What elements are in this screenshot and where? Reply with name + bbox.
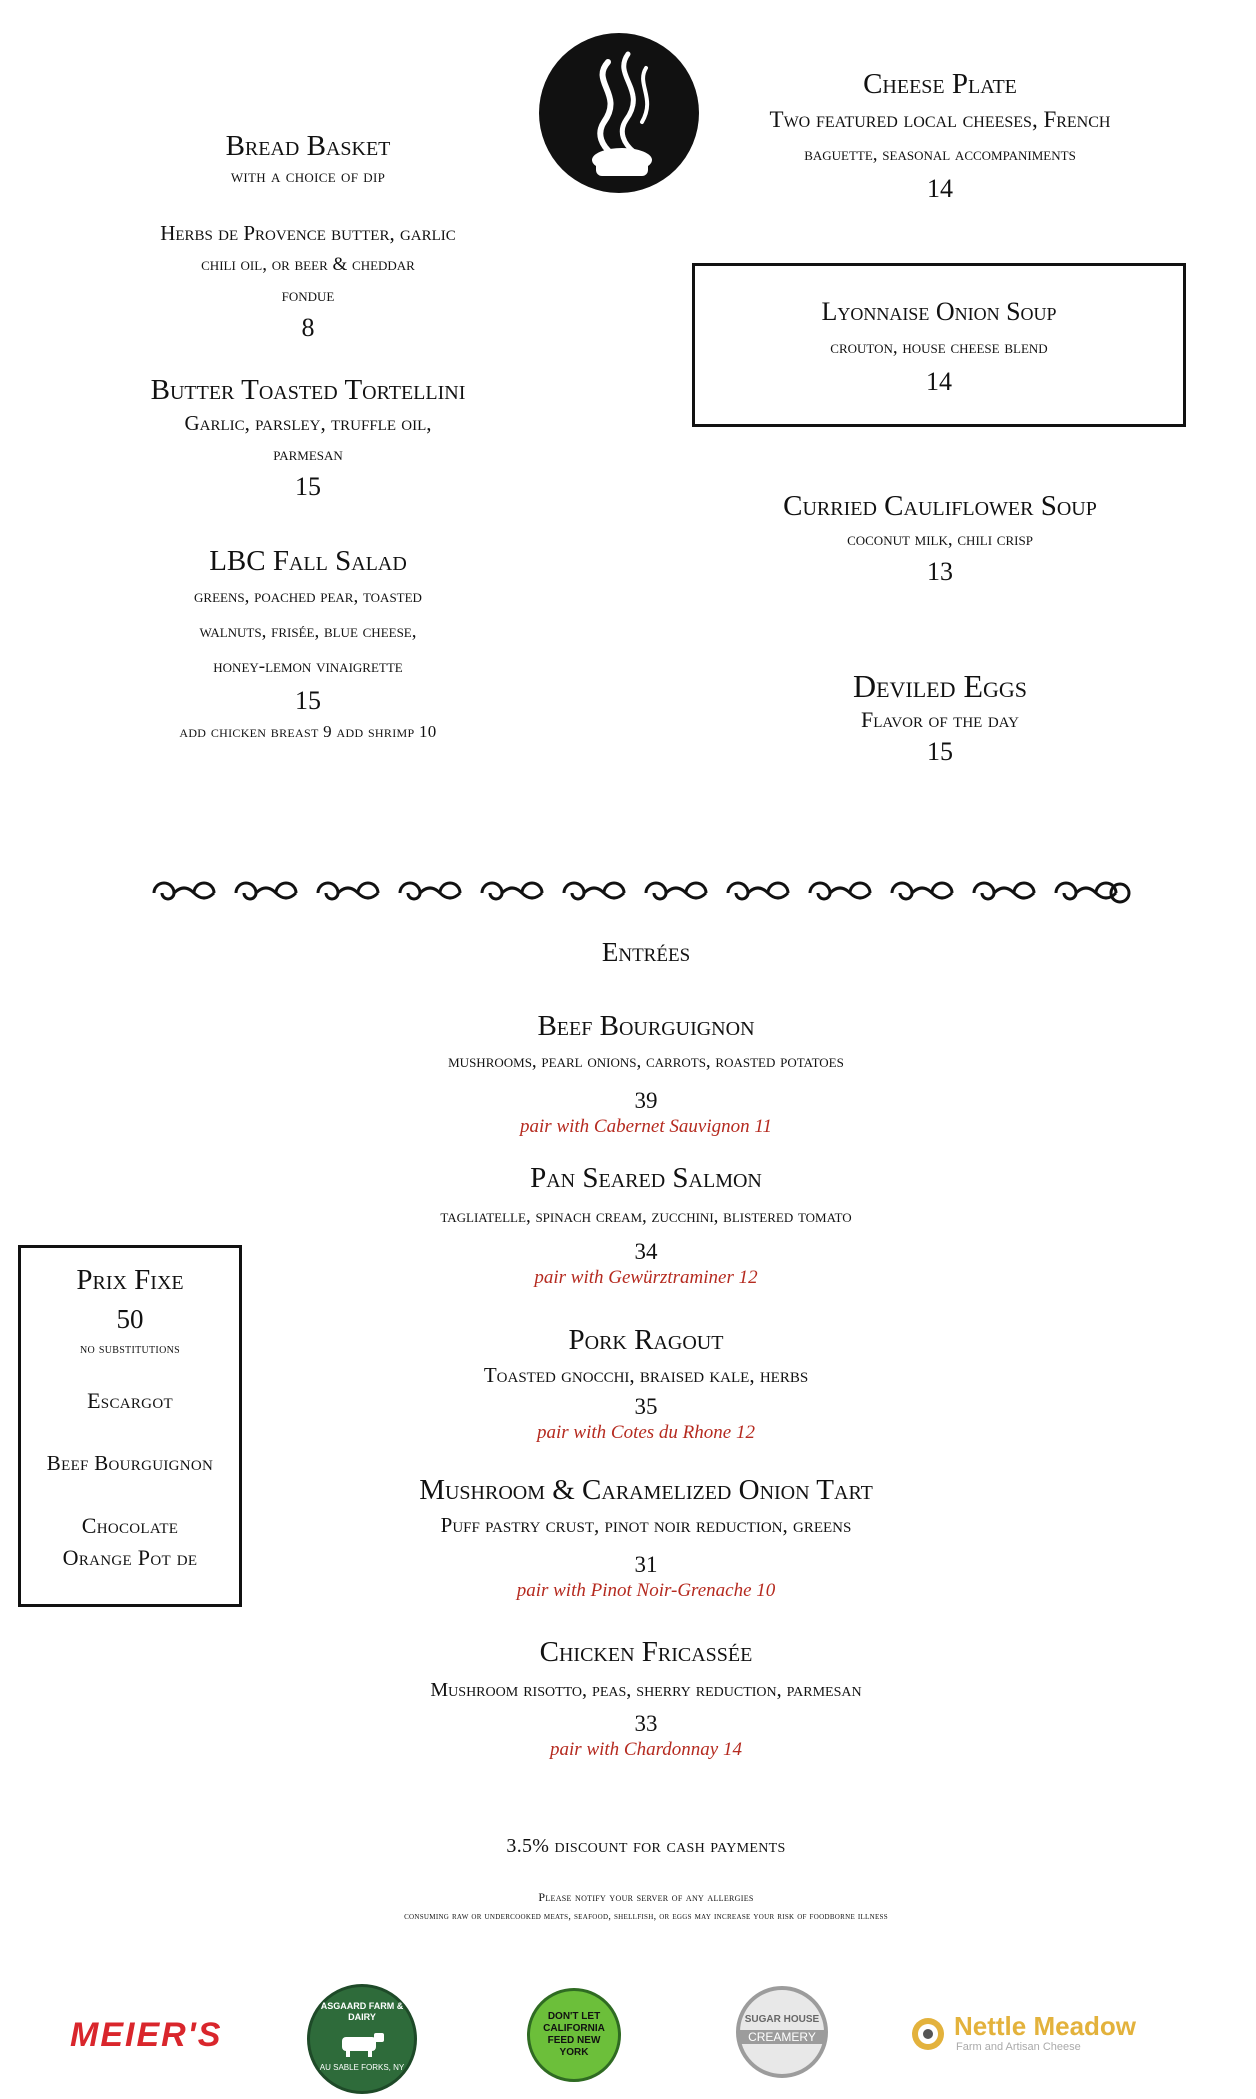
- sugar-house-logo: [736, 1986, 828, 2078]
- entree-desc: tagliatelle, spinach cream, zucchini, blistered tomato: [440, 1206, 852, 1227]
- entree-desc: mushrooms, pearl onions, carrots, roasted potatoes: [448, 1051, 844, 1072]
- dont-let-text: DON'T LET CALIFORNIA FEED NEW YORK: [543, 2011, 605, 2058]
- entree-item: [346, 1008, 946, 1160]
- onion-soup-desc: crouton, house cheese blend: [830, 337, 1048, 358]
- prix-fixe-price: 50: [116, 1304, 144, 1334]
- scroll-ornament-segment: [400, 883, 460, 899]
- entree-pairing: pair with Pinot Noir-Grenache 10: [516, 1580, 776, 1601]
- cauliflower-soup-desc: coconut milk, chili crisp: [847, 529, 1033, 550]
- scroll-ornament-segment: [810, 883, 870, 899]
- sugar-house-sub: CREAMERY: [740, 2030, 824, 2044]
- nettle-meadow-logo: [910, 2010, 1160, 2060]
- cash-discount: 3.5% discount for cash payments: [506, 1835, 786, 1857]
- entree-title: Pan Seared Salmon: [530, 1162, 762, 1194]
- entree-price: 34: [634, 1239, 658, 1264]
- entree-item: [346, 1472, 946, 1634]
- entree-pairing: pair with Cotes du Rhone 12: [537, 1422, 755, 1443]
- salad-desc-1: greens, poached pear, toasted: [194, 586, 422, 607]
- cheese-plate-desc-1: Two featured local cheeses, French: [769, 107, 1111, 132]
- asgaard-name: ASGAARD FARM & DAIRY: [320, 2001, 404, 2022]
- entree-title: Pork Ragout: [568, 1324, 724, 1356]
- salad-section: [108, 543, 508, 746]
- salad-title: LBC Fall Salad: [209, 545, 407, 577]
- deviled-eggs-price: 15: [927, 737, 953, 766]
- cauliflower-soup-price: 13: [927, 557, 953, 586]
- scroll-ornament-segment: [728, 883, 788, 899]
- entree-title: Beef Bourguignon: [537, 1010, 755, 1042]
- deviled-eggs-section: [700, 668, 1180, 769]
- entrees-list: [346, 1008, 946, 1784]
- entree-desc: Mushroom risotto, peas, sherry reduction, parmesan: [430, 1679, 862, 1701]
- entree-pairing: pair with Chardonnay 14: [550, 1739, 742, 1760]
- dont-let-california-logo: [527, 1988, 621, 2082]
- prix-fixe-note: no substitutions: [80, 1342, 180, 1357]
- onion-soup-price: 14: [926, 367, 952, 396]
- entree-item: [346, 1634, 946, 1784]
- allergy-notice: Please notify your server of any allergies: [538, 1890, 754, 1904]
- meiers-logo: [70, 2010, 260, 2060]
- cheese-plate-price: 14: [927, 174, 953, 203]
- entree-title: Chicken Fricassée: [539, 1636, 753, 1668]
- asgaard-location: AU SABLE FORKS, NY: [319, 2063, 405, 2072]
- entree-item: [346, 1322, 946, 1472]
- scroll-ornament-segment: [1056, 883, 1116, 899]
- scroll-ornament-end: [1111, 884, 1129, 902]
- entree-title: Mushroom & Caramelized Onion Tart: [419, 1474, 873, 1506]
- asgaard-logo: [307, 1984, 417, 2094]
- bread-basket-price: 8: [301, 313, 315, 342]
- tortellini-title: Butter Toasted Tortellini: [150, 374, 466, 406]
- deviled-eggs-desc: Flavor of the day: [861, 707, 1019, 732]
- bread-basket-desc-3: fondue: [281, 285, 335, 306]
- scroll-ornament-segment: [154, 883, 214, 899]
- entree-item: [346, 1160, 946, 1322]
- restaurant-logo: [538, 32, 700, 194]
- entrees-heading: Entrées: [601, 937, 691, 967]
- bread-basket-desc-2: chili oil, or beer & cheddar: [201, 254, 415, 275]
- cheese-plate-title: Cheese Plate: [863, 68, 1017, 100]
- entree-desc: Puff pastry crust, pinot noir reduction, greens: [440, 1513, 852, 1537]
- tortellini-desc-1: Garlic, parsley, truffle oil,: [184, 411, 432, 435]
- cauliflower-soup-section: [700, 488, 1180, 589]
- onion-soup-title: Lyonnaise Onion Soup: [821, 297, 1057, 326]
- scroll-ornament-segment: [482, 883, 542, 899]
- entree-price: 31: [634, 1552, 658, 1577]
- salad-desc-3: honey-lemon vinaigrette: [213, 656, 403, 677]
- ornamental-divider: [142, 878, 1132, 908]
- onion-soup-box: [692, 263, 1186, 427]
- goat-icon: [910, 2016, 946, 2052]
- scroll-ornament-segment: [646, 883, 706, 899]
- tortellini-desc-2: parmesan: [273, 444, 343, 465]
- salad-desc-2: walnuts, frisée, blue cheese,: [199, 621, 417, 642]
- entree-pairing: pair with Gewürztraminer 12: [534, 1267, 758, 1288]
- prix-fixe-item: Escargot: [87, 1388, 173, 1413]
- deviled-eggs-title: Deviled Eggs: [852, 668, 1028, 704]
- scroll-ornament-segment: [564, 883, 624, 899]
- meiers-wordmark: MEIER'S: [70, 2016, 223, 2054]
- entree-price: 39: [634, 1088, 658, 1113]
- entree-pairing: pair with Cabernet Sauvignon 11: [520, 1116, 772, 1137]
- prix-fixe-item: Beef Bourguignon: [46, 1451, 214, 1475]
- nettle-meadow-name: Nettle Meadow: [954, 2011, 1137, 2041]
- bread-basket-title: Bread Basket: [225, 130, 391, 162]
- bread-basket-section: [108, 128, 508, 345]
- cheese-plate-section: [700, 66, 1180, 206]
- salad-price: 15: [295, 686, 321, 715]
- steaming-pot-icon: [538, 32, 700, 194]
- foodborne-warning: consuming raw or undercooked meats, seafood, shellfish, or eggs may increase your risk of foodborne illness: [404, 1911, 888, 1922]
- cauliflower-soup-title: Curried Cauliflower Soup: [783, 490, 1097, 522]
- sugar-house-name: SUGAR HOUSE: [744, 2014, 820, 2025]
- bread-basket-desc-1: Herbs de Provence butter, garlic: [160, 221, 456, 245]
- cheese-plate-desc-2: baguette, seasonal accompaniments: [804, 144, 1076, 165]
- entree-price: 35: [634, 1394, 658, 1419]
- entree-price: 33: [634, 1711, 658, 1736]
- scroll-ornament-segment: [892, 883, 952, 899]
- bread-basket-subtitle: with a choice of dip: [230, 166, 386, 187]
- prix-fixe-item: Chocolate Orange Pot de: [62, 1513, 198, 1570]
- scroll-ornament-segment: [974, 883, 1034, 899]
- nettle-meadow-sub: Farm and Artisan Cheese: [956, 2041, 1081, 2053]
- entree-desc: Toasted gnocchi, braised kale, herbs: [483, 1363, 809, 1387]
- salad-addons: add chicken breast 9 add shrimp 10: [179, 722, 437, 741]
- scroll-ornament-segment: [318, 883, 378, 899]
- scroll-ornament-icon: [142, 878, 1132, 908]
- prix-fixe-box: [18, 1245, 242, 1607]
- prix-fixe-title: Prix Fixe: [76, 1264, 184, 1296]
- scroll-ornament-segment: [236, 883, 296, 899]
- cow-icon: [332, 2029, 392, 2059]
- tortellini-price: 15: [295, 472, 321, 501]
- tortellini-section: [108, 372, 508, 504]
